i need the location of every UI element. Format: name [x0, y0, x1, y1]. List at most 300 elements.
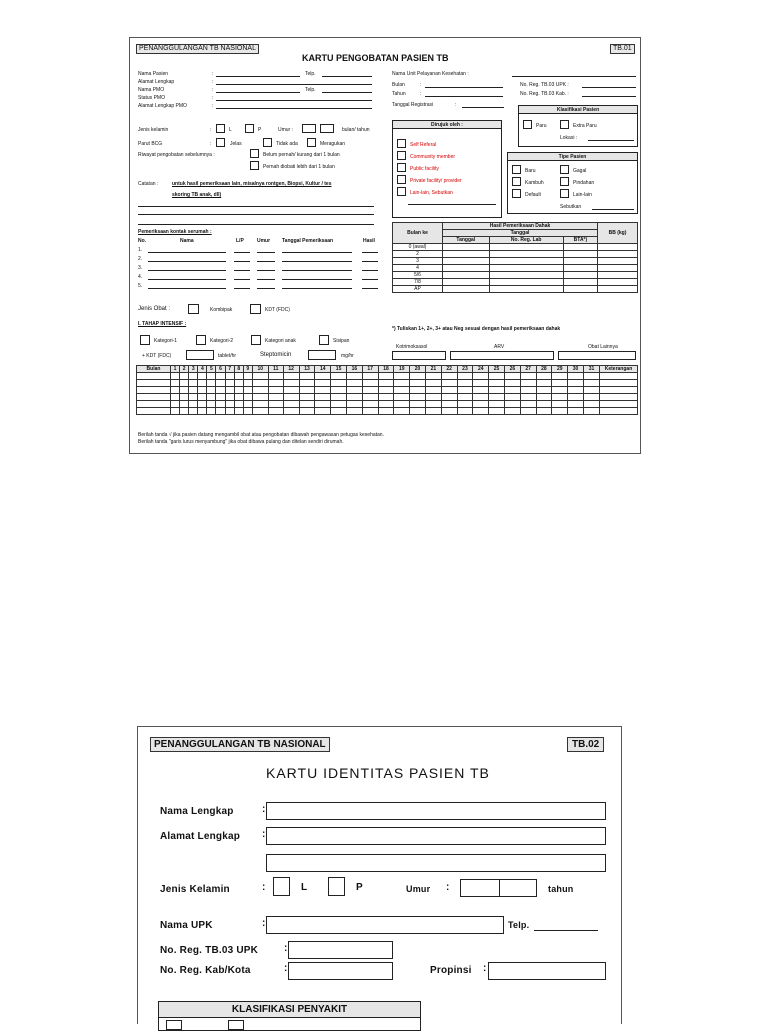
dahak-cell[interactable]	[443, 272, 490, 279]
day-cell[interactable]	[583, 380, 599, 387]
day-cell[interactable]	[441, 373, 457, 380]
day-cell[interactable]	[378, 394, 394, 401]
day-cell[interactable]	[346, 380, 362, 387]
dahak-cell[interactable]	[443, 244, 490, 251]
day-cell[interactable]	[331, 373, 347, 380]
input-kotrimoksasol[interactable]	[392, 351, 446, 360]
day-cell[interactable]	[600, 373, 638, 380]
day-cell[interactable]	[489, 408, 505, 415]
input-nama-pasien[interactable]	[216, 76, 300, 77]
day-cell[interactable]	[180, 394, 189, 401]
day-cell[interactable]	[410, 408, 426, 415]
day-cell[interactable]	[180, 401, 189, 408]
day-cell[interactable]	[520, 401, 536, 408]
day-cell[interactable]	[252, 387, 268, 394]
day-cell[interactable]	[268, 373, 283, 380]
day-cell[interactable]	[180, 380, 189, 387]
catatan-line-3[interactable]	[138, 224, 374, 225]
day-cell[interactable]	[520, 373, 536, 380]
day-cell[interactable]	[331, 408, 347, 415]
day-cell[interactable]	[520, 387, 536, 394]
day-cell[interactable]	[504, 387, 520, 394]
dahak-cell[interactable]	[563, 251, 597, 258]
input-alamat-lengkap-2[interactable]	[266, 854, 606, 872]
input-telp-pmo[interactable]	[322, 92, 372, 93]
day-cell[interactable]	[137, 408, 171, 415]
day-cell[interactable]	[457, 408, 473, 415]
day-cell[interactable]	[489, 394, 505, 401]
day-cell[interactable]	[536, 394, 552, 401]
input-alamat-lengkap[interactable]	[266, 827, 606, 845]
checkbox-pernah[interactable]	[250, 161, 259, 170]
day-cell[interactable]	[410, 373, 426, 380]
day-cell[interactable]	[425, 408, 441, 415]
input-telp-2[interactable]	[534, 930, 598, 931]
kontak-row-field[interactable]	[234, 252, 250, 253]
day-cell[interactable]	[552, 387, 568, 394]
checkbox-pindahan[interactable]	[560, 177, 569, 186]
day-cell[interactable]	[171, 394, 180, 401]
input-nama-pmo[interactable]	[216, 92, 300, 93]
day-cell[interactable]	[457, 394, 473, 401]
checkbox-default[interactable]	[512, 189, 521, 198]
day-cell[interactable]	[394, 373, 410, 380]
kontak-row-field[interactable]	[362, 270, 378, 271]
day-cell[interactable]	[600, 401, 638, 408]
checkbox-kambuh[interactable]	[512, 177, 521, 186]
day-cell[interactable]	[568, 408, 584, 415]
kontak-row-field[interactable]	[234, 288, 250, 289]
kontak-row-field[interactable]	[148, 270, 226, 271]
kontak-row-field[interactable]	[362, 288, 378, 289]
catatan-line-1[interactable]	[138, 206, 374, 207]
input-nama-upk[interactable]	[266, 916, 504, 934]
kontak-row-field[interactable]	[257, 279, 275, 280]
day-cell[interactable]	[394, 401, 410, 408]
dahak-cell[interactable]	[563, 258, 597, 265]
day-cell[interactable]	[171, 408, 180, 415]
day-cell[interactable]	[225, 373, 234, 380]
kontak-row-field[interactable]	[257, 270, 275, 271]
input-status-pmo[interactable]	[216, 100, 372, 101]
checkbox-ekstra-paru[interactable]	[560, 120, 569, 129]
kontak-row-field[interactable]	[234, 261, 250, 262]
day-cell[interactable]	[425, 373, 441, 380]
day-cell[interactable]	[198, 387, 207, 394]
umur-box-2b[interactable]	[499, 879, 537, 897]
day-cell[interactable]	[520, 394, 536, 401]
day-cell[interactable]	[378, 408, 394, 415]
kontak-row-field[interactable]	[234, 270, 250, 271]
day-cell[interactable]	[268, 408, 283, 415]
day-cell[interactable]	[216, 401, 225, 408]
day-cell[interactable]	[536, 408, 552, 415]
dahak-cell[interactable]	[598, 244, 638, 251]
day-cell[interactable]	[252, 408, 268, 415]
day-cell[interactable]	[137, 380, 171, 387]
day-cell[interactable]	[234, 408, 243, 415]
dahak-cell[interactable]	[443, 251, 490, 258]
day-cell[interactable]	[171, 387, 180, 394]
day-cell[interactable]	[225, 380, 234, 387]
day-cell[interactable]	[315, 401, 331, 408]
checkbox-baru[interactable]	[512, 165, 521, 174]
input-obat-lain[interactable]	[558, 351, 636, 360]
day-cell[interactable]	[457, 401, 473, 408]
kontak-row-field[interactable]	[148, 279, 226, 280]
day-cell[interactable]	[568, 373, 584, 380]
day-cell[interactable]	[299, 387, 315, 394]
day-cell[interactable]	[552, 394, 568, 401]
day-cell[interactable]	[394, 380, 410, 387]
day-cell[interactable]	[362, 380, 378, 387]
day-cell[interactable]	[552, 401, 568, 408]
day-cell[interactable]	[473, 373, 489, 380]
day-cell[interactable]	[457, 373, 473, 380]
day-cell[interactable]	[207, 401, 216, 408]
day-cell[interactable]	[283, 408, 299, 415]
day-cell[interactable]	[252, 394, 268, 401]
day-cell[interactable]	[410, 401, 426, 408]
day-cell[interactable]	[315, 387, 331, 394]
dahak-cell[interactable]	[563, 286, 597, 293]
day-cell[interactable]	[198, 401, 207, 408]
day-cell[interactable]	[283, 380, 299, 387]
dahak-cell[interactable]	[598, 279, 638, 286]
kontak-row-field[interactable]	[362, 261, 378, 262]
day-cell[interactable]	[189, 408, 198, 415]
day-cell[interactable]	[171, 380, 180, 387]
day-cell[interactable]	[441, 380, 457, 387]
dahak-cell[interactable]	[563, 272, 597, 279]
day-cell[interactable]	[243, 387, 252, 394]
checkbox-community[interactable]	[397, 151, 406, 160]
day-cell[interactable]	[583, 394, 599, 401]
input-no-reg-kab[interactable]	[582, 96, 636, 97]
input-lokasi[interactable]	[588, 140, 634, 141]
checkbox-lain-lain[interactable]	[560, 189, 569, 198]
input-no-reg-kab-2[interactable]	[288, 962, 393, 980]
day-cell[interactable]	[189, 387, 198, 394]
day-cell[interactable]	[489, 387, 505, 394]
input-no-reg-upk-2[interactable]	[288, 941, 393, 959]
dahak-cell[interactable]	[598, 272, 638, 279]
input-rujuk-lain[interactable]	[408, 204, 496, 205]
day-cell[interactable]	[583, 387, 599, 394]
day-cell[interactable]	[315, 380, 331, 387]
day-cell[interactable]	[410, 380, 426, 387]
day-cell[interactable]	[180, 387, 189, 394]
day-cell[interactable]	[568, 394, 584, 401]
day-cell[interactable]	[171, 373, 180, 380]
dahak-cell[interactable]	[563, 265, 597, 272]
day-cell[interactable]	[489, 401, 505, 408]
input-bulan[interactable]	[425, 87, 503, 88]
day-cell[interactable]	[552, 408, 568, 415]
checkbox-self[interactable]	[397, 139, 406, 148]
day-cell[interactable]	[600, 380, 638, 387]
day-cell[interactable]	[331, 394, 347, 401]
day-cell[interactable]	[600, 387, 638, 394]
day-cell[interactable]	[600, 394, 638, 401]
day-cell[interactable]	[198, 380, 207, 387]
day-cell[interactable]	[252, 380, 268, 387]
checkbox-public[interactable]	[397, 163, 406, 172]
checkbox-l[interactable]	[216, 124, 225, 133]
day-cell[interactable]	[489, 380, 505, 387]
day-cell[interactable]	[225, 408, 234, 415]
day-cell[interactable]	[410, 394, 426, 401]
day-cell[interactable]	[137, 387, 171, 394]
input-kdt-tablet[interactable]	[186, 350, 214, 360]
day-cell[interactable]	[568, 401, 584, 408]
checkbox-kdt[interactable]	[250, 304, 261, 314]
day-cell[interactable]	[207, 394, 216, 401]
day-cell[interactable]	[568, 387, 584, 394]
kontak-row-field[interactable]	[148, 261, 226, 262]
day-cell[interactable]	[243, 401, 252, 408]
checkbox-kat-anak[interactable]	[251, 335, 261, 345]
dahak-cell[interactable]	[598, 251, 638, 258]
day-cell[interactable]	[216, 380, 225, 387]
day-cell[interactable]	[216, 373, 225, 380]
kontak-row-field[interactable]	[282, 252, 352, 253]
day-cell[interactable]	[216, 394, 225, 401]
input-tgl-reg[interactable]	[462, 107, 504, 108]
day-cell[interactable]	[346, 373, 362, 380]
day-cell[interactable]	[473, 401, 489, 408]
day-cell[interactable]	[283, 373, 299, 380]
checkbox-p[interactable]	[245, 124, 254, 133]
day-cell[interactable]	[315, 373, 331, 380]
day-cell[interactable]	[425, 401, 441, 408]
dahak-cell[interactable]	[489, 251, 563, 258]
day-cell[interactable]	[394, 408, 410, 415]
day-cell[interactable]	[137, 373, 171, 380]
day-cell[interactable]	[457, 387, 473, 394]
day-cell[interactable]	[315, 408, 331, 415]
day-cell[interactable]	[520, 408, 536, 415]
day-cell[interactable]	[299, 394, 315, 401]
input-arv[interactable]	[450, 351, 554, 360]
day-cell[interactable]	[378, 373, 394, 380]
day-cell[interactable]	[189, 401, 198, 408]
day-cell[interactable]	[504, 394, 520, 401]
day-cell[interactable]	[520, 380, 536, 387]
day-cell[interactable]	[394, 387, 410, 394]
checkbox-klasifikasi-2[interactable]	[228, 1020, 244, 1030]
day-cell[interactable]	[362, 401, 378, 408]
checkbox-p-2[interactable]	[328, 877, 345, 896]
input-strep[interactable]	[308, 350, 336, 360]
day-cell[interactable]	[189, 380, 198, 387]
dahak-cell[interactable]	[489, 244, 563, 251]
day-cell[interactable]	[243, 380, 252, 387]
checkbox-belum[interactable]	[250, 149, 259, 158]
day-cell[interactable]	[243, 408, 252, 415]
dahak-cell[interactable]	[598, 286, 638, 293]
day-cell[interactable]	[441, 401, 457, 408]
day-cell[interactable]	[583, 373, 599, 380]
day-cell[interactable]	[536, 373, 552, 380]
day-cell[interactable]	[362, 408, 378, 415]
kontak-row-field[interactable]	[282, 270, 352, 271]
kontak-row-field[interactable]	[234, 279, 250, 280]
input-alamat[interactable]	[216, 84, 372, 85]
day-cell[interactable]	[198, 394, 207, 401]
day-cell[interactable]	[378, 401, 394, 408]
day-cell[interactable]	[207, 387, 216, 394]
day-cell[interactable]	[234, 387, 243, 394]
day-cell[interactable]	[346, 387, 362, 394]
umur-box-1[interactable]	[302, 124, 316, 133]
day-cell[interactable]	[189, 373, 198, 380]
day-cell[interactable]	[504, 401, 520, 408]
day-cell[interactable]	[137, 394, 171, 401]
kontak-row-field[interactable]	[362, 279, 378, 280]
day-cell[interactable]	[234, 401, 243, 408]
checkbox-meragukan[interactable]	[307, 138, 316, 147]
input-nama-lengkap[interactable]	[266, 802, 606, 820]
checkbox-kat1[interactable]	[140, 335, 150, 345]
day-cell[interactable]	[268, 387, 283, 394]
day-cell[interactable]	[331, 387, 347, 394]
day-cell[interactable]	[331, 380, 347, 387]
day-cell[interactable]	[171, 401, 180, 408]
kontak-row-field[interactable]	[282, 288, 352, 289]
day-cell[interactable]	[441, 394, 457, 401]
day-cell[interactable]	[331, 401, 347, 408]
catatan-line-2[interactable]	[138, 214, 374, 215]
day-cell[interactable]	[600, 408, 638, 415]
checkbox-gagal[interactable]	[560, 165, 569, 174]
day-cell[interactable]	[362, 387, 378, 394]
day-cell[interactable]	[346, 401, 362, 408]
checkbox-klasifikasi-1[interactable]	[166, 1020, 182, 1030]
input-propinsi[interactable]	[488, 962, 606, 980]
day-cell[interactable]	[234, 380, 243, 387]
day-cell[interactable]	[299, 380, 315, 387]
day-cell[interactable]	[583, 408, 599, 415]
day-cell[interactable]	[299, 373, 315, 380]
day-cell[interactable]	[180, 408, 189, 415]
day-cell[interactable]	[283, 394, 299, 401]
kontak-row-field[interactable]	[257, 252, 275, 253]
day-cell[interactable]	[473, 394, 489, 401]
day-cell[interactable]	[225, 387, 234, 394]
day-cell[interactable]	[473, 408, 489, 415]
checkbox-jelas[interactable]	[216, 138, 225, 147]
day-cell[interactable]	[394, 394, 410, 401]
day-cell[interactable]	[180, 373, 189, 380]
day-cell[interactable]	[299, 401, 315, 408]
day-cell[interactable]	[457, 380, 473, 387]
day-cell[interactable]	[216, 408, 225, 415]
kontak-row-field[interactable]	[257, 261, 275, 262]
day-cell[interactable]	[473, 387, 489, 394]
input-alamat-pmo[interactable]	[216, 108, 372, 109]
day-cell[interactable]	[137, 401, 171, 408]
day-cell[interactable]	[362, 373, 378, 380]
day-cell[interactable]	[268, 380, 283, 387]
day-cell[interactable]	[299, 408, 315, 415]
kontak-row-field[interactable]	[148, 288, 226, 289]
day-cell[interactable]	[552, 373, 568, 380]
day-cell[interactable]	[207, 408, 216, 415]
dahak-cell[interactable]	[443, 258, 490, 265]
kontak-row-field[interactable]	[282, 261, 352, 262]
day-cell[interactable]	[504, 373, 520, 380]
day-cell[interactable]	[268, 394, 283, 401]
checkbox-tidak-ada[interactable]	[263, 138, 272, 147]
dahak-cell[interactable]	[443, 279, 490, 286]
day-cell[interactable]	[216, 387, 225, 394]
day-cell[interactable]	[346, 408, 362, 415]
checkbox-kat2[interactable]	[196, 335, 206, 345]
day-cell[interactable]	[410, 387, 426, 394]
day-cell[interactable]	[252, 373, 268, 380]
checkbox-lain[interactable]	[397, 187, 406, 196]
input-telp[interactable]	[322, 76, 372, 77]
checkbox-l-2[interactable]	[273, 877, 290, 896]
dahak-cell[interactable]	[443, 265, 490, 272]
day-cell[interactable]	[583, 401, 599, 408]
input-sebutkan[interactable]	[592, 209, 634, 210]
dahak-cell[interactable]	[489, 265, 563, 272]
checkbox-private[interactable]	[397, 175, 406, 184]
kontak-row-field[interactable]	[362, 252, 378, 253]
day-cell[interactable]	[234, 394, 243, 401]
checkbox-paru[interactable]	[523, 120, 532, 129]
day-cell[interactable]	[198, 408, 207, 415]
day-cell[interactable]	[489, 373, 505, 380]
kontak-row-field[interactable]	[282, 279, 352, 280]
day-cell[interactable]	[207, 373, 216, 380]
day-cell[interactable]	[189, 394, 198, 401]
day-cell[interactable]	[234, 373, 243, 380]
umur-box-2[interactable]	[320, 124, 334, 133]
input-no-reg-upk[interactable]	[582, 87, 636, 88]
dahak-cell[interactable]	[489, 279, 563, 286]
day-cell[interactable]	[536, 380, 552, 387]
day-cell[interactable]	[441, 408, 457, 415]
checkbox-sisipan[interactable]	[319, 335, 329, 345]
day-cell[interactable]	[536, 387, 552, 394]
day-cell[interactable]	[568, 380, 584, 387]
day-cell[interactable]	[378, 387, 394, 394]
checkbox-kombipak[interactable]	[188, 304, 199, 314]
day-cell[interactable]	[536, 401, 552, 408]
dahak-cell[interactable]	[443, 286, 490, 293]
dahak-cell[interactable]	[563, 244, 597, 251]
day-cell[interactable]	[225, 401, 234, 408]
day-cell[interactable]	[283, 401, 299, 408]
day-cell[interactable]	[504, 380, 520, 387]
dahak-cell[interactable]	[563, 279, 597, 286]
day-cell[interactable]	[198, 373, 207, 380]
day-cell[interactable]	[268, 401, 283, 408]
dahak-cell[interactable]	[598, 265, 638, 272]
umur-box-2a[interactable]	[460, 879, 500, 897]
day-cell[interactable]	[252, 401, 268, 408]
day-cell[interactable]	[425, 380, 441, 387]
day-cell[interactable]	[283, 387, 299, 394]
input-unit[interactable]	[512, 76, 636, 77]
day-cell[interactable]	[225, 394, 234, 401]
day-cell[interactable]	[207, 380, 216, 387]
dahak-cell[interactable]	[489, 258, 563, 265]
kontak-row-field[interactable]	[257, 288, 275, 289]
